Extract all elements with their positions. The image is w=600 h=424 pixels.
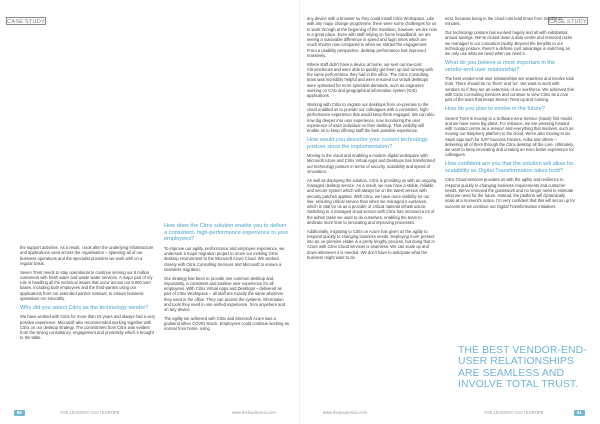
paragraph: To improve our agility, performance and employee experience, we undertook a major migration project to move our existing Citrix desktop environment to the Microsoft Azure Cloud. We worked closely with Citrix Consulting Services and Microsoft to ensure a seamless migration. (164, 245, 285, 272)
paragraph: Moving to the cloud and enabling a modern digital workspace with Microsoft Azure and Citrix Virtual Apps and Desktops has transformed our technology posture in terms of security, scalability and speed of innovation. (307, 153, 435, 174)
paragraph: As well as deploying the solution, Citrix is providing us with an ongoing managed desktop service. As a result, we now have a stable, reliable and secure system which will always be on the latest version with security patches applied. With Citrix, we have more visibility for our line, ensuring critical service than when we managed it ourselves, which is vital for us as a provider of critical national infrastructure. Switching to a managed cloud service with Citrix has removed a lot of the admin tasks we used to do ourselves, enabling the team to dedicate more time to innovating and improving processes. (307, 177, 437, 225)
paragraph: the support activities. As a result, I look after the underlying infrastructure and applications used across the organisation – spanning all of our business operations and the specialist providers we work with on a regular basis. (20, 245, 154, 266)
paragraph: Working with Citrix to migrate our desktops from on-premise to the cloud enabled us to provide our colleagues with a consistent, high-performance experience that would keep them engaged. We can also now dig deeper into user experience, now monitoring the user experience of each individual on their desktop. That visibility will enable us to keep offering staff the best possible experience. (307, 101, 435, 134)
question-heading: How confident are you that the solution will allow for scalability as Digital Transformation takes hold? (445, 161, 574, 174)
paragraph: Our technology posture has evolved hugely and all with substantial annual savings. We've closed down a data centre and removed racks we managed in our colocation facility. Beyond the benefits to our technology posture, there's a definite cost advantage in switching as we only use what we need when we need it. (445, 30, 573, 57)
case-study-tag-left: CASE STUDY (7, 19, 45, 25)
page2-column2 (445, 16, 575, 212)
paragraph: Additionally, migrating to Citrix on Azure has given us the agility to respond quickly to changing business needs. Deploying more present into an on-premise estate is a pretty lengthy process, but doing that in Azure with Citrix Cloud services is seamless. We can scale up and down whenever it is needed. We don't have to anticipate what the business might want to do (307, 228, 435, 260)
spine-divider (299, 0, 300, 424)
question-heading: How would you describe your current technology posture since the implementation? (307, 137, 428, 150)
page1-column1 (20, 245, 156, 344)
page-number-left: 60 (14, 410, 25, 416)
page-number-right: 61 (574, 410, 585, 416)
website-url-left[interactable]: www.theleaderscio.com (232, 410, 276, 415)
paragraph: The agility we achieved with Citrix and Microsoft Azure was a godsend when COVID struck. Employees could continue working as normal from home, using (164, 315, 289, 332)
paragraph: next, because being in the cloud cuts lead times from months to minutes. (445, 16, 562, 27)
paragraph: Severn Trent is moving to a Software-as-a-Service (SaaS) first model and we have some big plans. For instance, we are pressing forward with 'contact centre as a service' and everything that involves, such as moving our telephony platform to the cloud. We're also moving to six SaaS approach for SAP Success Factors, Ariba and others – delivering all of them through the Citrix desktop all the core. Ultimately, we want to keep innovating and creating an even better experience for colleagues. (445, 115, 575, 158)
paragraph: The best vendor-end-user relationships are seamless and involve total trust. There should be no 'them' and 'us'. We want to work with vendors so if they are an extension of our workforce. We achieved this with Citrix Consulting Services and continue to view Citrix as a core part of the team that keeps Severn Trent up and running. (445, 76, 574, 103)
pull-quote: THE BEST VENDOR-END-USER RELATIONSHIPS ARE SEAMLESS AND INVOLVE TOTAL TRUST. (458, 345, 587, 390)
paragraph: Seven Trent needs to stay operational to continue serving our 8 million customers with fresh water and waste water services. A major part of my role is handling all the technical issues that occur across our 8,000 user bases, including both employees and the third-parties using our applications from our extended partner network, to ensure business operations run smoothly. (20, 269, 153, 301)
paragraph: Our strategy has been to provide one common desktop and, importantly, a consistent and positive user experience for all employees. With Citrix Virtual Apps and Desktops – delivered as part of Citrix Workspace – all staff are exactly the same wherever they used in the office. They can access the systems, information and tools they need in one unified experience, from anywhere and on any device. (164, 275, 286, 313)
publication-name-right: THE LEADERS' CIO | EUROPE (484, 410, 544, 415)
page2-column1 (307, 16, 437, 264)
paragraph: Where staff didn't have a device at home, we sent out low-cost Chromebooks and were able to quickly get them up and running with the same performance they had in the office. The Citrix Consulting team was incredibly helpful and were ensured our virtual desktops were optimised for more specialist demands, such as engineers working on CAD and geographical information system (GIS) applications. (307, 61, 433, 99)
page1-column2 (164, 221, 290, 335)
question-heading: Why did you select Citrix as the technology vendor? (20, 304, 149, 311)
question-heading: How does the Citrix solution enable you to deliver a consistent, high-performance experience to your employees? (164, 223, 289, 243)
question-heading: What do you believe is most important in the vendor-end-user relationship? (445, 59, 556, 73)
paragraph: Citrix Cloud services provides us with the agility and resilience to respond quickly to changing business requirements and customer needs. We've removed the guesswork and no longer need to estimate what we need for the future. Instead, the platform will dynamically scale at a moment's notice. I'm very confident that this will set us up for success as we continue our Digital Transformation initiatives. (445, 177, 575, 209)
publication-name-left: THE LEADERS' CIO | EUROPE (60, 410, 120, 415)
website-url-right[interactable]: www.theleaderscio.com (323, 410, 367, 415)
page-footer (0, 410, 600, 416)
case-study-tag-right: CASE STUDY (549, 19, 587, 25)
paragraph: We have worked with Citrix for more than 15 years and always had a very positive experience. Microsoft also recommended working together with Citrix on our desktop strategy. The commitment from Citrix was evident from the strong consultancy, engagement and proactivity which it brought to the table. (20, 314, 156, 341)
question-heading: How do you plan to evolve in the future? (445, 105, 545, 112)
paragraph: any device with a browser so they could install Citrix Workspace. Like with any major change programme, there were some challenges for us to work through at the beginning of the transition, however, we are now in a great place. Even with staff relying on home broadband, we are seeing a noticeable difference in speed and login times which are much shorter now compared to when we started the engagement. From a usability perspective, desktop performance has improved massively. (307, 16, 437, 58)
